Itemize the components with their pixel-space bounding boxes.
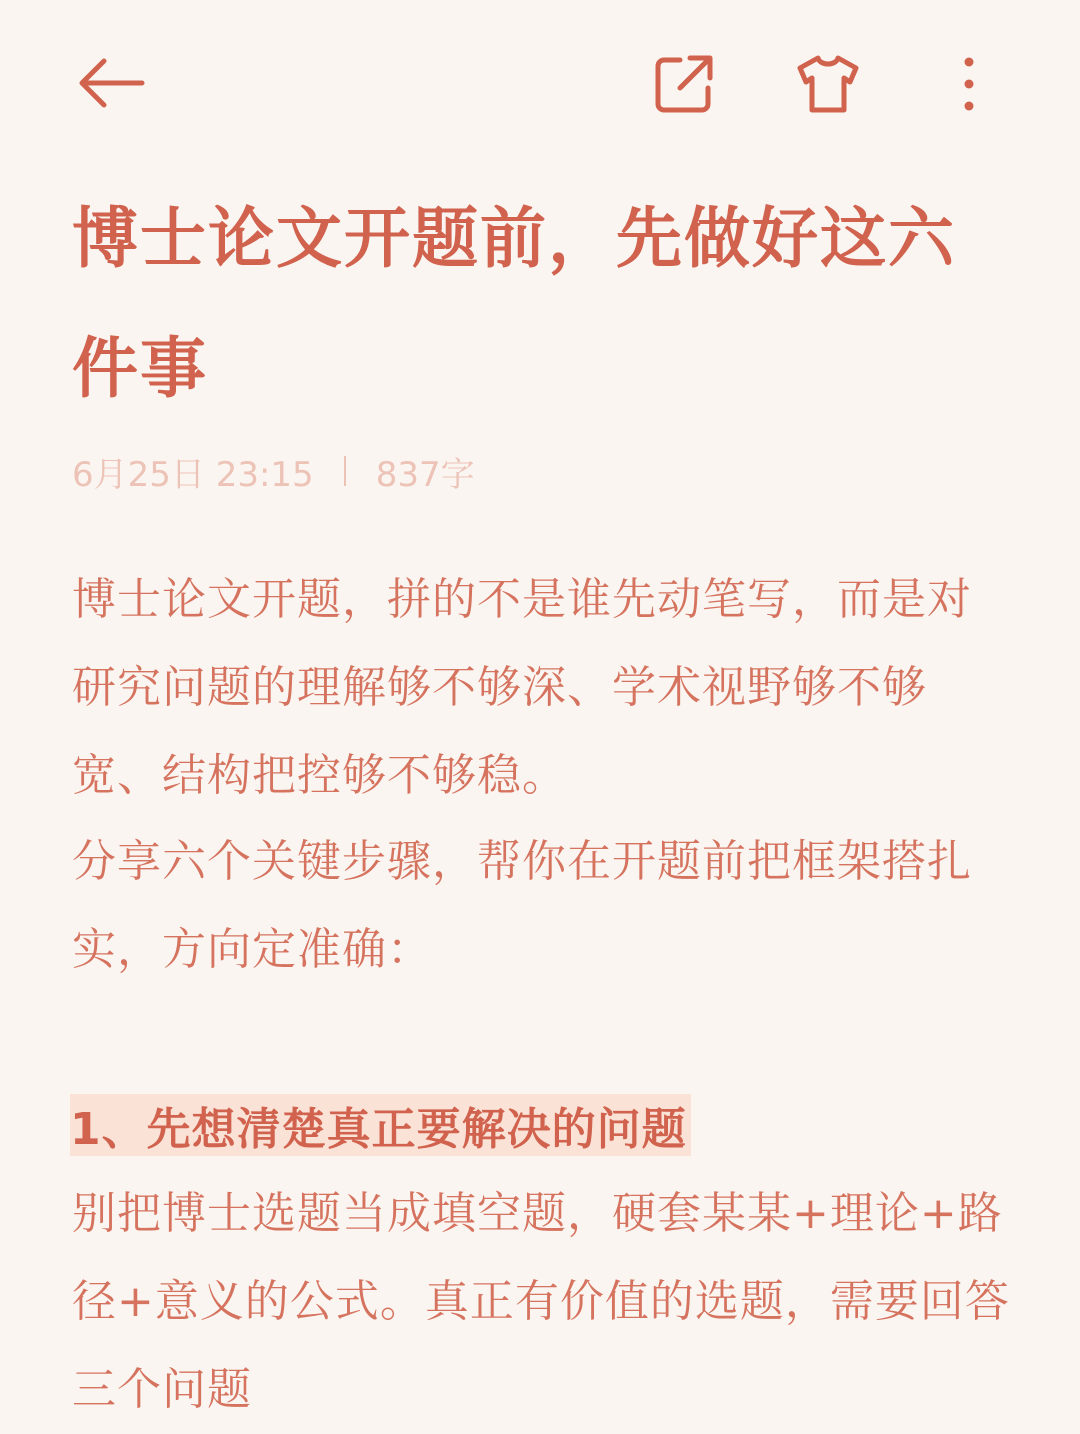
paragraph-intro: 博士论文开题，拼的不是谁先动笔写，而是对研究问题的理解够不够深、学术视野够不够宽、结构把控够不够稳。 bbox=[72, 574, 972, 801]
meta-divider bbox=[344, 456, 346, 486]
article-title: 博士论文开题前，先做好这六件事 bbox=[72, 200, 956, 407]
arrow-left-icon bbox=[74, 55, 146, 111]
tshirt-icon bbox=[794, 54, 862, 114]
article-meta bbox=[72, 448, 475, 494]
section-1-paragraph: 别把博士选题当成填空题，硬套某某+理论+路径+意义的公式。真正有价值的选题，需要回答三个问题 bbox=[72, 1188, 1010, 1415]
word-count: 837字 bbox=[375, 454, 475, 495]
theme-button[interactable] bbox=[788, 46, 868, 122]
more-vertical-icon bbox=[962, 56, 976, 112]
back-button[interactable] bbox=[70, 48, 150, 118]
top-toolbar bbox=[0, 0, 1080, 160]
article-date: 6月25日 23:15 bbox=[72, 454, 314, 495]
section-1-heading: 1、先想清楚真正要解决的问题 bbox=[70, 1104, 687, 1155]
more-button[interactable] bbox=[944, 46, 994, 122]
section-heading-highlight bbox=[70, 1094, 691, 1156]
external-share-icon bbox=[652, 52, 716, 116]
paragraph-overview: 分享六个关键步骤，帮你在开题前把框架搭扎实，方向定准确： bbox=[72, 836, 972, 975]
share-button[interactable] bbox=[646, 46, 722, 122]
